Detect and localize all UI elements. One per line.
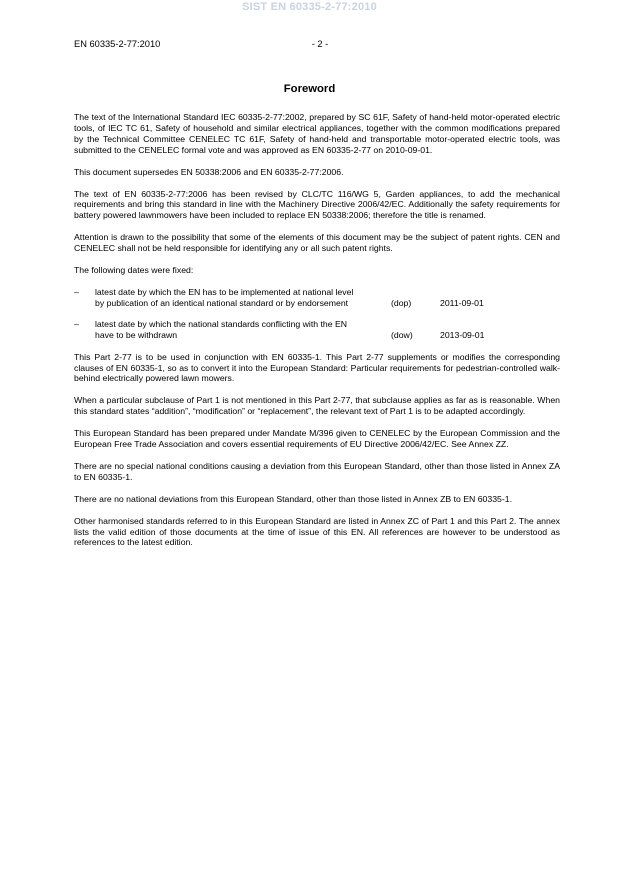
section-title: Foreword	[283, 83, 336, 95]
paragraph: The text of the International Standard IEC 60335-2-77:2002, prepared by SC 61F, Safety of hand-held motor-operated electric tools, of IEC TC 61, Safety of household and similar electrical appliances, together with the common modifications prepared by the Technical Committee CENELEC TC 61F, Safety of hand-held and transportable motor-operated electric tools, was submitted to the CENELEC formal vote and was approved as EN 60335-2-77 on 2010-09-01.	[74, 112, 560, 155]
list-dash: –	[74, 318, 79, 329]
watermark: SIST EN 60335-2-77:2010	[242, 1, 377, 13]
fixed-date-description: latest date by which the national standards conflicting with the EN have to be withdrawn	[95, 318, 348, 340]
paragraph: This European Standard has been prepared under Mandate M/396 given to CENELEC by the European Commission and the European Free Trade Association and covers essential requirements of EU Directive 2006/42/EC. See Annex ZZ.	[74, 428, 560, 450]
paragraph: There are no special national conditions causing a deviation from this European Standard, other than those listed in Annex ZA to EN 60335-1.	[74, 460, 560, 482]
header-document-id: EN 60335-2-77:2010	[74, 39, 161, 49]
foreword-body	[74, 112, 560, 559]
list-dash: –	[74, 286, 79, 297]
paragraph: There are no national deviations from this European Standard, other than those listed in Annex ZB to EN 60335-1.	[74, 493, 513, 504]
fixed-date-item	[74, 319, 560, 341]
fixed-date-value: 2011-09-01	[440, 297, 484, 308]
paragraph: This document supersedes EN 50338:2006 and EN 60335-2-77:2006.	[74, 166, 344, 177]
paragraph: Attention is drawn to the possibility that some of the elements of this document may be the subject of patent rights. CEN and CENELEC shall not be held responsible for identifying any or all such patent rights.	[74, 232, 560, 254]
paragraph: When a particular subclause of Part 1 is not mentioned in this Part 2-77, that subclause applies as far as is reasonable. When this standard states “addition”, “modification” or “replacement”, the relevant text of Part 1 is to be adapted accordingly.	[74, 395, 560, 417]
paragraph: The text of EN 60335-2-77:2006 has been revised by CLC/TC 116/WG 5, Garden appliances, to add the mechanical requirements and bring this standard in line with the Machinery Directive 2006/42/EC. Additionally the safety requirements for battery powered lawnmowers have been included to replace EN 50338:2006; therefore the title is renamed.	[74, 188, 560, 221]
paragraph: The following dates were fixed:	[74, 265, 194, 276]
fixed-date-code: (dop)	[391, 297, 412, 308]
paragraph: Other harmonised standards referred to in this European Standard are listed in Annex ZC of Part 1 and this Part 2. The annex lists the valid edition of those documents at the time of issue of this EN. All references are however to be understood as references to the latest edition.	[74, 515, 560, 548]
fixed-date-description: latest date by which the EN has to be implemented at national level by publication of an identical national standard or by endorsement	[95, 286, 354, 308]
header-page-number: - 2 -	[311, 39, 329, 49]
fixed-date-item	[74, 287, 560, 309]
fixed-date-value: 2013-09-01	[440, 329, 485, 340]
fixed-dates-list	[74, 287, 560, 341]
fixed-date-code: (dow)	[391, 329, 413, 340]
paragraph: This Part 2-77 is to be used in conjunction with EN 60335-1. This Part 2-77 supplements or modifies the corresponding clauses of EN 60335-1, so as to convert it into the European Standard: Particular requirements for pedestrian-controlled walk-behind electrically powered lawn mowers.	[74, 351, 560, 384]
